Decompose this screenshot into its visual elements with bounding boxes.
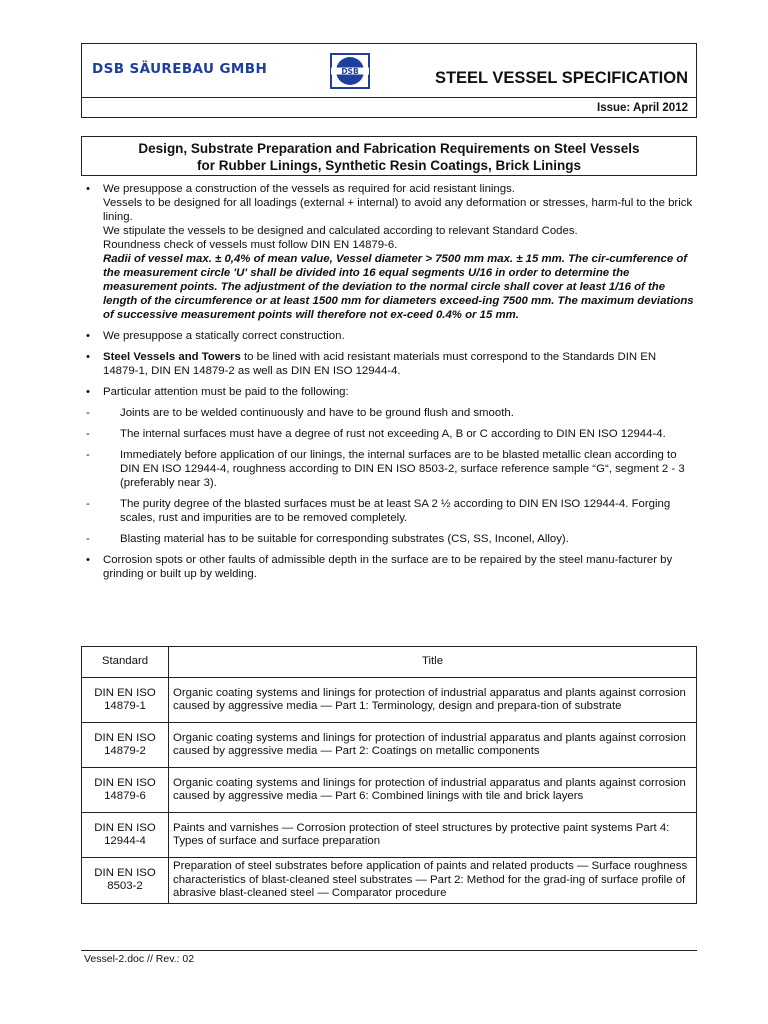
standard-cell (82, 768, 169, 813)
standard-prefix: DIN EN ISO (94, 821, 156, 834)
heading-line-1: Design, Substrate Preparation and Fabrication Requirements on Steel Vessels (138, 141, 640, 156)
company-name: DSB SÄUREBAU GMBH (92, 61, 268, 77)
bold-term: Steel Vessels and Towers (103, 351, 241, 363)
list-item (86, 329, 694, 343)
issue-date: Issue: April 2012 (597, 102, 688, 114)
bullet-icon: • (86, 183, 90, 195)
standard-number: 14879-1 (104, 700, 146, 712)
title-cell: Preparation of steel substrates before application of paints and related products — Surface roughness characteristics of blast-cleaned steel substrates — Part 2: Method for the grad-ing of surface profile of abrasive blast-cleaned steel — Comparator procedure (169, 858, 697, 904)
logo-text: DSB (341, 66, 359, 76)
table-row (82, 723, 697, 768)
standard-prefix: DIN EN ISO (94, 731, 156, 744)
table-row (82, 768, 697, 813)
paragraph: Blasting material has to be suitable for corresponding substrates (CS, SS, Inconel, Alloy). (120, 533, 569, 545)
dash-icon: - (86, 407, 90, 419)
dash-icon: - (86, 533, 90, 545)
paragraph (103, 350, 694, 378)
bullet-icon: • (86, 554, 90, 566)
table-header-row (82, 647, 697, 678)
bullet-icon: • (86, 330, 90, 342)
standard-number: 14879-2 (104, 745, 146, 757)
list-item (86, 497, 694, 525)
title-cell: Paints and varnishes — Corrosion protection of steel structures by protective paint systems Part 4: Types of surface and surface preparation (169, 813, 697, 858)
title-cell: Organic coating systems and linings for protection of industrial apparatus and plants against corrosion caused by aggressive media — Part 2: Coatings on metallic components (169, 723, 697, 768)
list-item (86, 532, 694, 546)
section-heading (81, 136, 697, 176)
column-header-title: Title (169, 647, 697, 678)
table-row (82, 858, 697, 904)
paragraph: The purity degree of the blasted surfaces must be at least SA 2 ½ according to DIN EN ISO 12944-4. Forging scales, rust and impurities are to be removed completely. (120, 498, 671, 524)
bullet-icon: • (86, 351, 90, 363)
paragraph: Joints are to be welded continuously and have to be ground flush and smooth. (120, 407, 514, 419)
paragraph: Corrosion spots or other faults of admissible depth in the surface are to be repaired by the steel manu-facturer by grinding or built up by welding. (103, 554, 673, 580)
standard-prefix: DIN EN ISO (94, 866, 156, 879)
standard-cell (82, 723, 169, 768)
paragraph: Immediately before application of our linings, the internal surfaces are to be blasted metallic clean according to DIN EN ISO 12944-4, roughness according to DIN EN ISO 8503-2, surface reference sample “G“, segment 2 - 3 (preferably near 3). (120, 449, 685, 489)
paragraph: The internal surfaces must have a degree of rust not exceeding A, B or C according to DIN EN ISO 12944-4. (120, 428, 666, 440)
list-item (86, 406, 694, 420)
dash-icon: - (86, 428, 90, 440)
document-title: STEEL VESSEL SPECIFICATION (434, 69, 688, 87)
body-text (86, 182, 694, 588)
paragraph: We stipulate the vessels to be designed and calculated according to relevant Standard Codes. (103, 225, 578, 237)
table-row (82, 813, 697, 858)
paragraph: Particular attention must be paid to the following: (103, 386, 349, 398)
standard-number: 12944-4 (104, 835, 146, 847)
dash-icon: - (86, 498, 90, 510)
standard-cell (82, 678, 169, 723)
standard-number: 8503-2 (107, 880, 143, 893)
list-item (86, 350, 694, 378)
paragraph: We presuppose a statically correct construction. (103, 330, 345, 342)
title-cell: Organic coating systems and linings for protection of industrial apparatus and plants against corrosion caused by aggressive media — Part 6: Combined linings with tile and brick layers (169, 768, 697, 813)
table-row (82, 678, 697, 723)
column-header-standard: Standard (82, 647, 169, 678)
list-item (86, 182, 694, 322)
header-divider (82, 97, 696, 98)
paragraph: We presuppose a construction of the vessels as required for acid resistant linings. (103, 183, 515, 195)
list-item (86, 448, 694, 490)
dash-icon: - (86, 449, 90, 461)
standard-cell (82, 813, 169, 858)
standard-cell (82, 858, 169, 904)
footer-text: Vessel-2.doc // Rev.: 02 (84, 953, 195, 965)
paragraph-rest: to be lined with acid resistant materials must correspond to the Standards DIN EN 14879-1, DIN EN 14879-2 as well as DIN EN ISO 12944-4. (103, 351, 657, 377)
dsb-logo-icon (330, 53, 370, 89)
list-item (86, 553, 694, 581)
standard-number: 14879-6 (104, 790, 146, 802)
bullet-icon: • (86, 386, 90, 398)
paragraph: Vessels to be designed for all loadings (external + internal) to avoid any deformation or stresses, harm-ful to the brick lining. (103, 197, 693, 223)
list-item (86, 427, 694, 441)
standards-table (81, 646, 697, 904)
roundness-requirement: Radii of vessel max. ± 0,4% of mean value, Vessel diameter > 7500 mm max. ± 15 mm. The cir-cumference of the measurement circle 'U' shall be divided into 16 equal segments U/16 in order to determine the measurement points. The adjustment of the deviation to the normal circle shall cover at least 1/16 of the length of the circumference or at least 1500 mm for diameters exceed-ing 7500 mm. The maximum deviations of successive measurement points will therefore not ex-ceed 0.4% or 15 mm. (103, 253, 694, 321)
standard-prefix: DIN EN ISO (94, 776, 156, 789)
footer-divider (81, 950, 697, 951)
list-item (86, 385, 694, 399)
title-cell: Organic coating systems and linings for protection of industrial apparatus and plants against corrosion caused by aggressive media — Part 1: Terminology, design and prepara-tion of substrate (169, 678, 697, 723)
heading-line-2: for Rubber Linings, Synthetic Resin Coatings, Brick Linings (196, 158, 582, 173)
standard-prefix: DIN EN ISO (94, 686, 156, 699)
paragraph: Roundness check of vessels must follow DIN EN 14879-6. (103, 239, 398, 251)
document-header (81, 43, 697, 118)
